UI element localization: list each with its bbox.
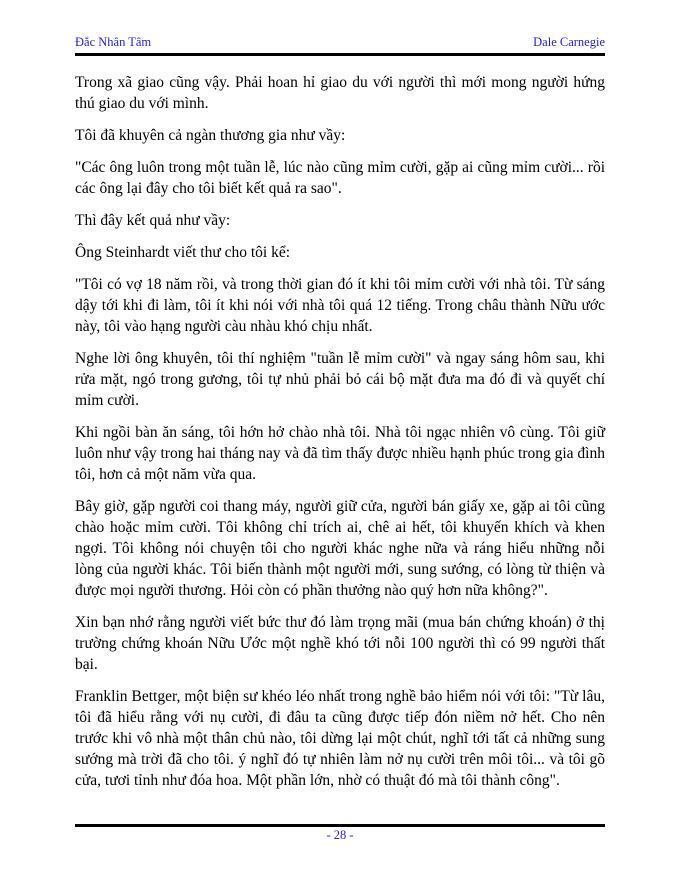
paragraph: "Các ông luôn trong một tuần lễ, lúc nào cũng mỉm cười, gặp ai cũng mỉm cười... rồi các ông lại đây cho tôi biết kết quả ra sao".: [75, 159, 605, 197]
paragraph: Khi ngồi bàn ăn sáng, tôi hớn hở chào nhà tôi. Nhà tôi ngạc nhiên vô cùng. Tôi giữ luôn như vậy trong hai tháng nay và đã tìm thấy được nhiều hạnh phúc trong gia đình tôi, hơn cả một năm vừa qua.: [75, 424, 605, 483]
paragraph: Bây giờ, gặp người coi thang máy, người giữ cửa, người bán giấy xe, gặp ai tôi cũng chào hoặc mỉm cười. Tôi không chỉ trích ai, chê ai hết, tôi khuyến khích và khen ngợi. Tôi không nói chuyện tôi cho người khác nghe nữa và ráng hiểu những nỗi lòng của người khác. Tôi biến thành một người mới, sung sướng, có lòng từ thiện và được mọi người thương. Hỏi còn có phần thưởng nào quý hơn nữa không?".: [75, 498, 605, 599]
page-header: [75, 0, 605, 50]
paragraph: Thì đây kết quả như vầy:: [75, 212, 231, 229]
header-author-name: Dale Carnegie: [533, 35, 605, 49]
paragraph: Tôi đã khuyên cả ngàn thương gia như vầy:: [75, 127, 346, 144]
page-footer: [75, 824, 605, 843]
paragraph: Ông Steinhardt viết thư cho tôi kể:: [75, 244, 291, 261]
page-body: [75, 56, 605, 791]
header-book-title: Đắc Nhân Tâm: [75, 35, 152, 49]
paragraph: Xin bạn nhớ rằng người viết bức thư đó làm trọng mãi (mua bán chứng khoán) ở thị trường chứng khoán Nữu Ước một nghề khó tới nỗi 100 người thì có 99 người thất bại.: [75, 614, 605, 673]
paragraph: Franklin Bettger, một biện sư khéo léo nhất trong nghề bảo hiểm nói với tôi: "Từ lâu, tôi đã hiểu rằng với nụ cười, đi đâu ta cũng được tiếp đón niềm nở hết. Cho nên trước khi vô nhà một thân chủ nào, tôi dừng lại một chút, nghĩ tới tất cả những sung sướng mà trời đã cho tôi. ý nghĩ đó tự nhiên làm nở nụ cười trên môi tôi... và tôi gõ cửa, tươi tỉnh như đóa hoa. Một phần lớn, nhờ có thuật đó mà tôi thành công".: [75, 688, 605, 789]
paragraph: "Tôi có vợ 18 năm rồi, và trong thời gian đó ít khi tôi mỉm cười với nhà tôi. Từ sáng dậy tới khi đi làm, tôi ít khi nói với nhà tôi quá 12 tiếng. Trong châu thành Nữu ước này, tôi vào hạng người càu nhàu khó chịu nhất.: [75, 276, 605, 335]
paragraph: Nghe lời ông khuyên, tôi thí nghiệm "tuần lễ mỉm cười" và ngay sáng hôm sau, khi rửa mặt, ngó trong gương, tôi tự nhủ phải bỏ cái bộ mặt đưa ma đó đi và quyết chí mỉm cười.: [75, 350, 605, 409]
paragraph: Trong xã giao cũng vậy. Phải hoan hỉ giao du với người thì mới mong người hứng thú giao du với mình.: [75, 74, 605, 112]
page-number: - 28 -: [326, 828, 354, 842]
footer-rule: [75, 824, 605, 827]
